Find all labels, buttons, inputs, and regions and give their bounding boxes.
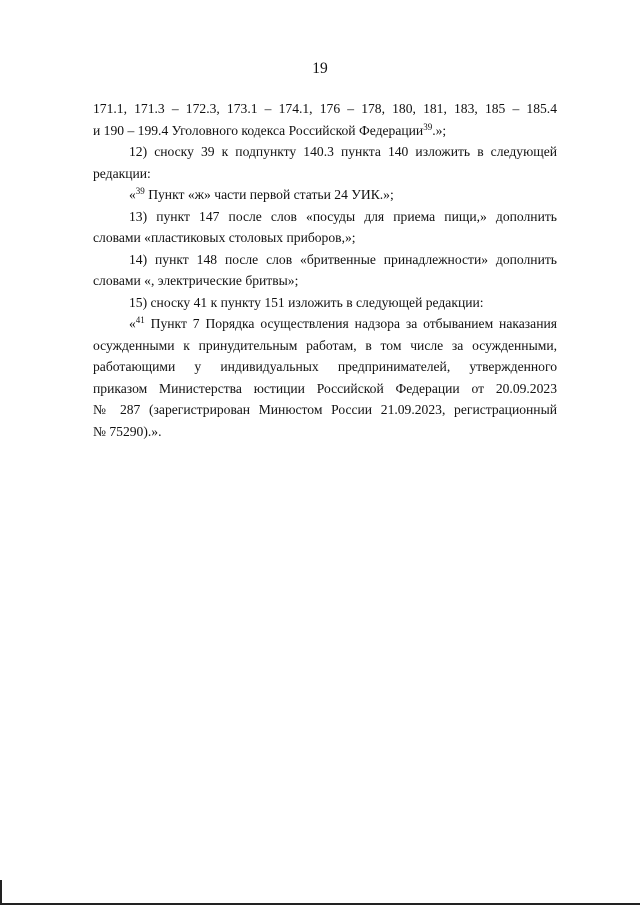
text-line: 14) пункт 148 после слов «бритвенные принадлежности» дополнить: [129, 251, 557, 267]
text-line: [93, 313, 557, 335]
paragraph-item-13: [93, 206, 557, 249]
text-span: Пункт 7 Порядка осуществления надзора за отбыванием наказания: [144, 316, 557, 331]
paragraph-continuation: [93, 98, 557, 141]
footnote-marker: 41: [135, 315, 145, 325]
document-body: [93, 98, 557, 442]
open-quote: «: [129, 316, 136, 331]
text-line: 171.1, 171.3 – 172.3, 173.1 – 174.1, 176 – 178, 180, 181, 183, 185 – 185.4: [93, 101, 557, 116]
text-line: 13) пункт 147 после слов «посуды для приема пищи,» дополнить: [129, 208, 557, 224]
footnote-marker: 39: [135, 186, 145, 196]
text-line: осужденными к принудительным работам, в том числе за осужденными,: [93, 337, 557, 353]
paragraph-item-15: [93, 292, 557, 314]
text-line: приказом Министерства юстиции Российской Федерации от 20.09.2023: [93, 380, 557, 396]
paragraph-footnote-39: [93, 184, 557, 206]
text-line: словами «, электрические бритвы»;: [93, 273, 299, 288]
paragraph-item-12: [93, 141, 557, 184]
text-line: № 75290).».: [93, 423, 162, 439]
text-line: [93, 120, 557, 142]
text-line: работающими у индивидуальных предпринимателей, утвержденного: [93, 359, 557, 374]
text-line: 15) сноску 41 к пункту 151 изложить в следующей редакции:: [129, 294, 484, 310]
text-span: Пункт «ж» части первой статьи 24 УИК.»;: [144, 187, 394, 202]
text-line: [93, 184, 557, 206]
text-line: редакции:: [93, 165, 151, 181]
footnote-reference: 39: [423, 121, 433, 132]
text-line: № 287 (зарегистрирован Минюстом России 21.09.2023, регистрационный: [93, 402, 557, 417]
scan-edge-left: [0, 880, 2, 905]
text-line: 12) сноску 39 к подпункту 140.3 пункта 140 изложить в следующей: [129, 144, 557, 159]
text-line: словами «пластиковых столовых приборов,»;: [93, 230, 356, 245]
open-quote: «: [129, 187, 136, 202]
paragraph-item-14: [93, 249, 557, 292]
page-number: 19: [312, 60, 328, 77]
text-span: и 190 – 199.4 Уголовного кодекса Российской Федерации: [93, 122, 424, 138]
text-span: .»;: [432, 122, 447, 138]
paragraph-footnote-41: [93, 313, 557, 442]
